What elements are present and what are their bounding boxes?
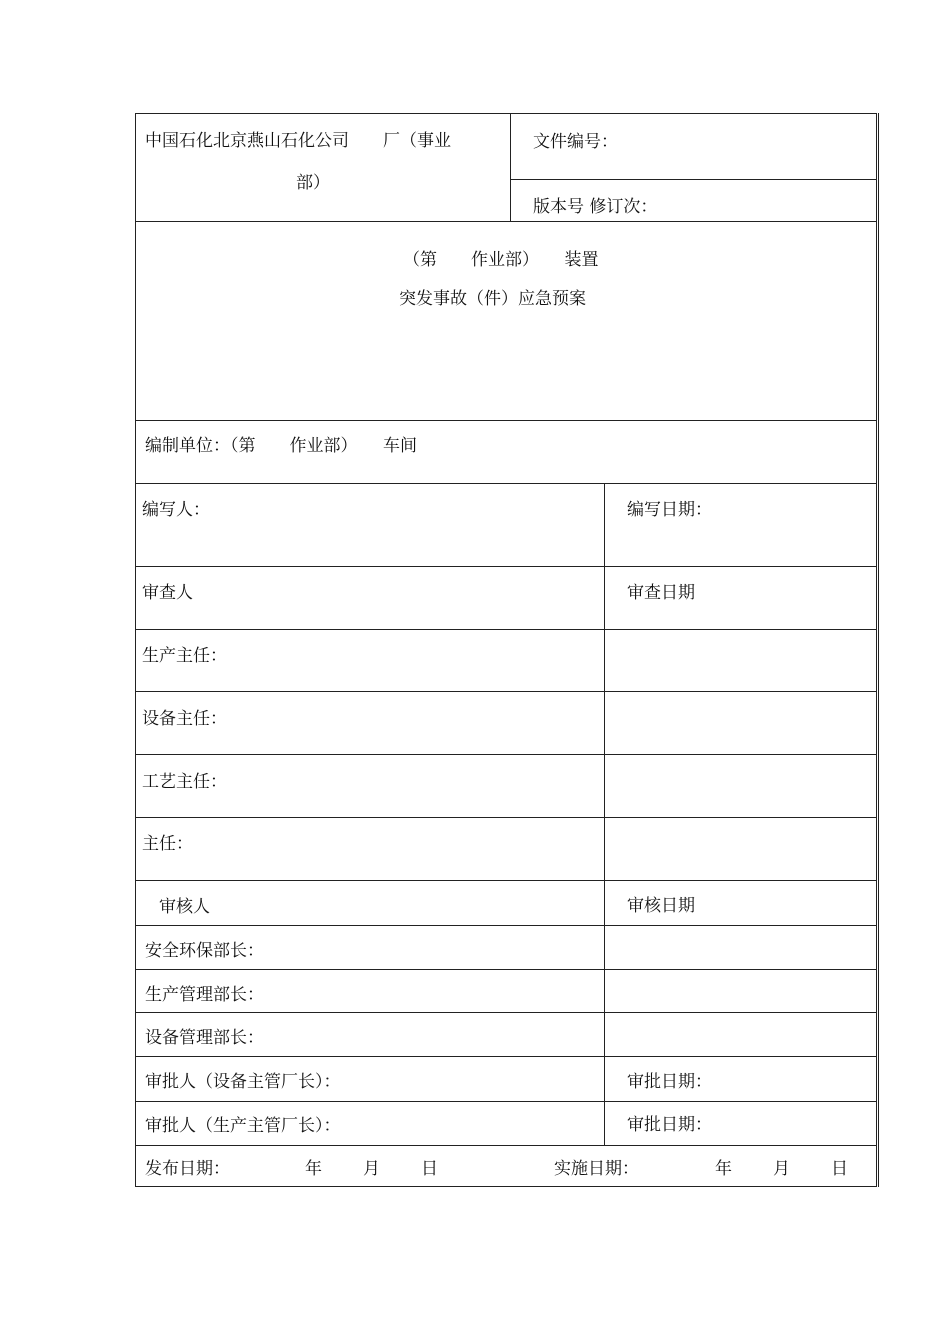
compiling-unit-field[interactable]: 编制单位：（第 作业部） 车间 <box>145 436 417 456</box>
divider <box>135 1012 877 1013</box>
auditor-field[interactable]: 审核人 <box>159 897 210 917</box>
column-divider <box>510 113 511 221</box>
divider <box>135 629 877 630</box>
implementation-date-label[interactable]: 实施日期： <box>554 1159 639 1179</box>
document-form <box>135 113 877 1187</box>
company-name: 中国石化北京燕山石化公司 厂（事业 <box>145 131 451 151</box>
approve-date-field-2[interactable]: 审批日期： <box>627 1115 712 1135</box>
audit-date-field[interactable]: 审核日期 <box>627 896 695 916</box>
impl-year: 年 <box>715 1159 732 1179</box>
reviewer-field[interactable]: 审查人 <box>142 583 193 603</box>
company-name-cont: 部） <box>296 173 330 193</box>
divider <box>135 969 877 970</box>
divider <box>135 817 877 818</box>
approver-production-field[interactable]: 审批人（生产主管厂长）： <box>145 1116 341 1136</box>
review-date-field[interactable]: 审查日期 <box>627 583 695 603</box>
doc-title-line2: 突发事故（件）应急预案 <box>399 289 586 309</box>
publish-year: 年 <box>305 1159 322 1179</box>
doc-title-line1: （第 作业部） 装置 <box>403 250 599 270</box>
divider <box>135 754 877 755</box>
divider <box>510 179 877 180</box>
divider <box>135 1056 877 1057</box>
publish-day: 日 <box>421 1159 438 1179</box>
divider <box>135 1101 877 1102</box>
write-date-field[interactable]: 编写日期： <box>627 500 712 520</box>
impl-month: 月 <box>773 1159 790 1179</box>
column-divider <box>604 483 605 1145</box>
impl-day: 日 <box>831 1159 848 1179</box>
divider <box>135 420 877 421</box>
divider <box>135 1145 877 1146</box>
production-director-field[interactable]: 生产主任： <box>142 646 227 666</box>
safety-minister-field[interactable]: 安全环保部长： <box>145 941 264 961</box>
approver-equipment-field[interactable]: 审批人（设备主管厂长）： <box>145 1072 341 1092</box>
approve-date-field-1[interactable]: 审批日期： <box>627 1072 712 1092</box>
publish-month: 月 <box>363 1159 380 1179</box>
divider <box>135 925 877 926</box>
divider <box>135 221 877 222</box>
file-number-field[interactable]: 文件编号： <box>533 132 618 152</box>
equipment-director-field[interactable]: 设备主任： <box>142 709 227 729</box>
writer-field[interactable]: 编写人： <box>142 500 210 520</box>
version-field[interactable]: 版本号 修订次： <box>533 197 658 217</box>
process-director-field[interactable]: 工艺主任： <box>142 772 227 792</box>
production-mgmt-minister-field[interactable]: 生产管理部长： <box>145 985 264 1005</box>
divider <box>135 880 877 881</box>
form-border-right <box>878 113 879 1187</box>
divider <box>135 691 877 692</box>
divider <box>135 483 877 484</box>
director-field[interactable]: 主任： <box>142 834 193 854</box>
divider <box>135 566 877 567</box>
equipment-mgmt-minister-field[interactable]: 设备管理部长： <box>145 1028 264 1048</box>
publish-date-label[interactable]: 发布日期： <box>145 1159 230 1179</box>
